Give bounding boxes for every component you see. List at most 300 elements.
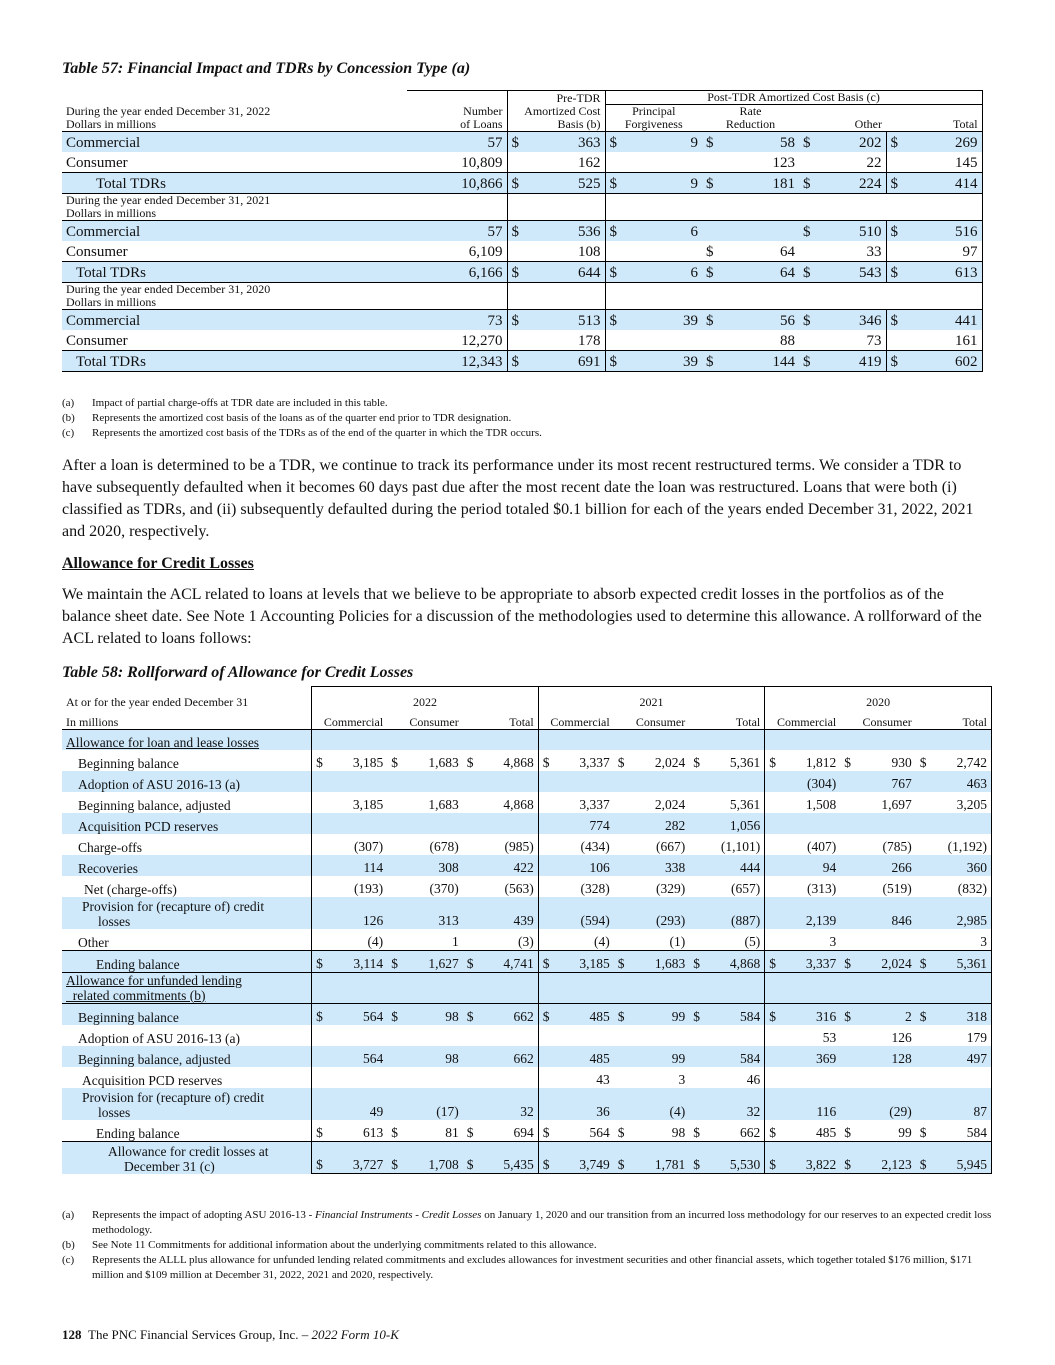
dollar-sign: $: [765, 750, 782, 771]
rate-reduction-value: 64: [780, 244, 795, 260]
row-label-text: Acquisition PCD reserves: [82, 1072, 223, 1088]
other-value: 510: [821, 221, 886, 242]
table-value: 485: [555, 1046, 614, 1067]
table-value: 1,508: [805, 796, 837, 812]
footnote-text-part: on January 1, 2020 and our transition from an incurred loss methodology for our reserves to an expected credit loss methodology.: [92, 1209, 992, 1236]
dollar-sign: [387, 792, 404, 813]
table-58: [62, 686, 992, 1174]
dollar-sign: [916, 1046, 933, 1067]
table-57: [62, 90, 983, 372]
row-label: Consumer: [66, 155, 128, 171]
table-value: 98: [404, 1003, 463, 1025]
dollar-sign: $: [689, 1141, 706, 1174]
table-value: [404, 1025, 463, 1046]
header-period: At or for the year ended December 31: [66, 694, 249, 709]
table-value: 5,945: [933, 1141, 992, 1174]
table-value: [782, 1067, 841, 1088]
footnote: [62, 411, 994, 426]
table-value: 694: [513, 1124, 534, 1140]
other-value: 543: [821, 262, 886, 283]
table-row: [62, 1025, 992, 1046]
tdr-default-paragraph: After a loan is determined to be a TDR, we continue to track its performance under its most recent restructured terms. We consider a TDR to have subsequently defaulted when it becomes 60 days past due after the most recent date the loan was restructured. Loans that were both (i) classified as TDRs, and (ii) subsequently defaulted during the period totaled $0.1 billion for each of the years ended December 31, 2022, 2021 and 2020, respectively.: [62, 457, 974, 540]
rate-reduction-value: 144: [724, 351, 799, 372]
table-value: 2: [857, 1003, 916, 1025]
table-value: (519): [882, 880, 912, 896]
footnote-marker: (b): [62, 1239, 75, 1251]
footer-company: The PNC Financial Services Group, Inc. –: [88, 1327, 312, 1342]
dollar-sign: [463, 929, 480, 951]
number-of-loans: 12,270: [461, 333, 503, 349]
table-value: 338: [631, 855, 690, 876]
header-column: Consumer: [409, 714, 459, 729]
row-label-text: December 31 (c): [124, 1158, 215, 1174]
table-value: 2,985: [933, 897, 992, 929]
dollar-sign: [312, 855, 329, 876]
table-value: 2,123: [857, 1141, 916, 1174]
table-value: [328, 1067, 387, 1088]
table-row: [62, 929, 992, 951]
dollar-sign: [702, 152, 724, 173]
header-number-of-loans: [407, 105, 507, 132]
table-value: [479, 813, 538, 834]
table-row: [62, 876, 992, 897]
footnote-text-part: Represents the impact of adopting ASU 2016-13 -: [92, 1209, 316, 1221]
dollar-sign: [916, 855, 933, 876]
dollar-sign: [765, 855, 782, 876]
header-period-text: During the year ended December 31, 2022: [66, 104, 271, 118]
dollar-sign: [916, 1088, 933, 1120]
table-value: 128: [857, 1046, 916, 1067]
dollar-sign: $: [507, 173, 529, 194]
table-row: [62, 330, 982, 351]
dollar-sign: [702, 330, 724, 351]
page-footer: [62, 1327, 399, 1343]
table-value: 3,749: [555, 1141, 614, 1174]
blank: [407, 283, 507, 310]
dollar-sign: [538, 1088, 555, 1120]
row-label-text: Beginning balance, adjusted: [78, 1051, 231, 1067]
table-value: (667): [656, 838, 686, 854]
header-unit-text: Dollars in millions: [66, 117, 156, 131]
row-label: [62, 1025, 312, 1046]
table-value: (1,101): [720, 838, 761, 854]
dollar-sign: $: [617, 1124, 625, 1140]
section-unit: Dollars in millions: [66, 295, 156, 309]
header-row: [62, 91, 982, 105]
dollar-sign: $: [706, 244, 714, 260]
dollar-sign: [605, 330, 627, 351]
table-value: 4,868: [706, 950, 765, 972]
table-value: 5,435: [479, 1141, 538, 1174]
row-label-text: Net (charge-offs): [84, 881, 177, 897]
dollar-sign: [840, 792, 857, 813]
table-value: 43: [596, 1071, 610, 1087]
footnote-text-italic: Financial Instruments - Credit Losses: [315, 1209, 482, 1221]
table-value: (832): [933, 876, 992, 897]
dollar-sign: [916, 813, 933, 834]
dollar-sign: $: [840, 950, 857, 972]
dollar-sign: $: [916, 1141, 933, 1174]
table-value: 1,683: [631, 950, 690, 972]
header-column: Consumer: [862, 714, 912, 729]
table-value: (1): [669, 933, 686, 949]
table-value: [631, 771, 690, 792]
table-value: (370): [429, 880, 459, 896]
section-label: [62, 972, 312, 1003]
table-value: 1,781: [631, 1141, 690, 1174]
number-of-loans: 12,343: [407, 351, 507, 372]
total-value: 602: [908, 351, 982, 372]
dollar-sign: [463, 834, 480, 855]
rate-reduction-value: 56: [724, 310, 799, 331]
rate-reduction-value: 123: [772, 155, 795, 171]
other-value: 33: [866, 244, 882, 260]
blank: [605, 283, 982, 310]
dollar-sign: $: [538, 1120, 555, 1142]
dollar-sign: $: [689, 1003, 706, 1025]
table-value: (985): [504, 838, 534, 854]
dollar-sign: [765, 929, 782, 951]
number-of-loans: 57: [407, 221, 507, 242]
row-label: [62, 1141, 312, 1174]
table-value: (304): [782, 771, 841, 792]
dollar-sign: [916, 834, 933, 855]
table-value: 4,868: [503, 796, 534, 812]
table-row: [62, 1003, 992, 1025]
pre-tdr-value: 108: [578, 244, 601, 260]
row-label-text: Recoveries: [78, 860, 138, 876]
dollar-sign: [614, 929, 631, 951]
page-number: 128: [62, 1327, 82, 1342]
table-value: 36: [555, 1088, 614, 1120]
total-value: 269: [908, 132, 982, 153]
table-value: 81: [445, 1124, 459, 1140]
table-value: 485: [816, 1124, 837, 1140]
table-value: 3,727: [328, 1141, 387, 1174]
rate-reduction-value: [724, 221, 799, 242]
section-label-row: [62, 194, 982, 221]
row-label-text: Other: [78, 934, 109, 950]
table-value: 774: [555, 813, 614, 834]
dollar-sign: $: [391, 754, 398, 770]
dollar-sign: $: [886, 221, 908, 242]
footnote-marker: (a): [62, 397, 75, 409]
table-value: 114: [328, 855, 387, 876]
principal-forgiveness-value: 9: [627, 173, 702, 194]
dollar-sign: [387, 929, 404, 951]
dollar-sign: $: [614, 1003, 631, 1025]
table-value: 53: [822, 1029, 837, 1045]
dollar-sign: $: [886, 351, 908, 372]
dollar-sign: [605, 241, 627, 262]
row-label-text: Provision for (recapture of) credit: [82, 1089, 265, 1105]
dollar-sign: [916, 876, 933, 897]
dollar-sign: $: [702, 310, 724, 331]
dollar-sign: $: [463, 950, 480, 972]
header-number-text: Number: [463, 104, 503, 118]
table-value: 4,741: [479, 950, 538, 972]
dollar-sign: [840, 1088, 857, 1120]
header-year: 2020: [765, 687, 992, 709]
table-value: 49: [328, 1088, 387, 1120]
dollar-sign: $: [765, 950, 782, 972]
section-label-text: related commitments (b): [66, 987, 206, 1003]
table-row: [62, 241, 982, 262]
dollar-sign: [840, 897, 857, 929]
row-label-text: Adoption of ASU 2016-13 (a): [78, 776, 240, 792]
dollar-sign: [689, 1046, 706, 1067]
dollar-sign: [689, 876, 706, 897]
dollar-sign: $: [689, 950, 706, 972]
total-value: 97: [908, 241, 982, 262]
table-row: [62, 1088, 992, 1120]
dollar-sign: [614, 792, 631, 813]
dollar-sign: [916, 897, 933, 929]
dollar-sign: [387, 1067, 404, 1088]
pre-tdr-value: 525: [529, 173, 605, 194]
dollar-sign: [387, 1088, 404, 1120]
header-text: Reduction: [725, 117, 776, 131]
dollar-sign: [799, 241, 821, 262]
dollar-sign: [507, 152, 529, 173]
header-text: Forgiveness: [624, 117, 683, 131]
table-value: 662: [740, 1124, 761, 1140]
table-value: (4): [631, 1088, 690, 1120]
row-label: [62, 876, 312, 897]
dollar-sign: [765, 1088, 782, 1120]
row-label-text: Ending balance: [96, 1125, 180, 1141]
blank: [765, 729, 992, 750]
dollar-sign: $: [844, 1124, 852, 1140]
dollar-sign: $: [693, 754, 700, 770]
section-label-text: Allowance for unfunded lending: [66, 972, 242, 988]
table-value: 662: [479, 1046, 538, 1067]
footnote-text: Represents the ALLL plus allowance for unfunded lending related commitments and excludes allowances for investment securities and other financial assets, which together totaled $176 million, $171 million and $109 million at December 31, 2022, 2021 and 2020, respectively.: [92, 1254, 973, 1281]
table-value: 126: [891, 1029, 912, 1045]
row-label: [62, 1120, 312, 1142]
dollar-sign: $: [840, 1141, 857, 1174]
table-value: (1,192): [933, 834, 992, 855]
header-blank: [407, 91, 507, 105]
dollar-sign: $: [387, 950, 404, 972]
dollar-sign: $: [617, 754, 625, 770]
table-value: (17): [404, 1088, 463, 1120]
dollar-sign: $: [919, 754, 927, 770]
footnote-marker: (a): [62, 1209, 75, 1221]
pre-tdr-value: 162: [578, 155, 601, 171]
dollar-sign: [614, 1025, 631, 1046]
table-row: [62, 834, 992, 855]
row-label: [62, 929, 312, 951]
table-row: [62, 1046, 992, 1067]
table-value: 98: [404, 1046, 463, 1067]
table-value: (887): [706, 897, 765, 929]
table-value: (4): [593, 933, 610, 949]
table-value: 422: [479, 855, 538, 876]
table-value: [479, 1067, 538, 1088]
dollar-sign: $: [799, 132, 821, 153]
dollar-sign: [463, 876, 480, 897]
dollar-sign: $: [605, 310, 627, 331]
principal-forgiveness-value: 9: [627, 132, 702, 153]
table-row: [62, 1067, 992, 1088]
dollar-sign: $: [507, 310, 529, 331]
table-value: 308: [404, 855, 463, 876]
header-pre-tdr-basis: [507, 105, 605, 132]
table-value: 3: [678, 1071, 686, 1087]
row-label: [62, 1088, 312, 1120]
dollar-sign: [538, 813, 555, 834]
dollar-sign: [765, 876, 782, 897]
table-value: (563): [504, 880, 534, 896]
dollar-sign: [840, 876, 857, 897]
dollar-sign: $: [605, 173, 627, 194]
row-label-text: Beginning balance, adjusted: [78, 797, 231, 813]
dollar-sign: [886, 241, 908, 262]
table-value: 564: [328, 1046, 387, 1067]
dollar-sign: [614, 834, 631, 855]
dollar-sign: $: [605, 221, 627, 242]
ending-balance-row: [62, 1120, 992, 1142]
other-value: 202: [821, 132, 886, 153]
row-label: Commercial: [62, 221, 407, 242]
dollar-sign: $: [844, 754, 852, 770]
dollar-sign: [689, 897, 706, 929]
table-value: 360: [933, 855, 992, 876]
footnote: [62, 1238, 994, 1253]
dollar-sign: $: [312, 750, 329, 771]
header-text: Basis (b): [557, 117, 601, 131]
table-value: 3,185: [352, 796, 384, 812]
table-value: 3: [829, 933, 837, 949]
table-value: 99: [631, 1046, 690, 1067]
dollar-sign: [702, 221, 724, 242]
table-value: (193): [353, 880, 384, 896]
dollar-sign: [387, 855, 404, 876]
table-value: (328): [580, 880, 610, 896]
table-value: 87: [933, 1088, 992, 1120]
table-value: 3,337: [579, 754, 610, 770]
table-value: 3: [933, 929, 992, 951]
table-row: [62, 310, 982, 331]
rate-reduction-value: 88: [780, 333, 795, 349]
dollar-sign: $: [605, 132, 627, 153]
blank: [407, 194, 507, 221]
dollar-sign: [507, 241, 529, 262]
footnote: [62, 426, 994, 441]
principal-forgiveness-value: 6: [627, 221, 702, 242]
rate-reduction-value: 58: [724, 132, 799, 153]
blank: [765, 972, 992, 1003]
other-value: 419: [821, 351, 886, 372]
dollar-sign: [463, 1025, 480, 1046]
table-value: [479, 771, 538, 792]
table-value: 463: [933, 771, 992, 792]
table-row: [62, 132, 982, 153]
table-value: 444: [706, 855, 765, 876]
dollar-sign: [387, 897, 404, 929]
row-label-text: losses: [98, 1104, 131, 1120]
dollar-sign: [463, 1067, 480, 1088]
table-value: [328, 1025, 387, 1046]
table-value: 106: [555, 855, 614, 876]
dollar-sign: [538, 771, 555, 792]
table-value: 930: [891, 754, 912, 770]
table-value: 1,708: [404, 1141, 463, 1174]
dollar-sign: $: [463, 1003, 480, 1025]
dollar-sign: $: [799, 221, 821, 242]
table-row: [62, 855, 992, 876]
table-value: 1,697: [881, 796, 912, 812]
dollar-sign: [614, 771, 631, 792]
other-value: 224: [821, 173, 886, 194]
dollar-sign: [463, 855, 480, 876]
dollar-sign: [765, 1025, 782, 1046]
table-value: 369: [782, 1046, 841, 1067]
principal-forgiveness-value: 6: [627, 262, 702, 283]
dollar-sign: [916, 792, 933, 813]
dollar-sign: [312, 792, 329, 813]
header-year: 2022: [312, 687, 539, 709]
footnote: [62, 1208, 994, 1238]
table-row: [62, 792, 992, 813]
section-label-row: [62, 729, 992, 750]
dollar-sign: [765, 792, 782, 813]
dollar-sign: [387, 876, 404, 897]
dollar-sign: [916, 1025, 933, 1046]
dollar-sign: $: [391, 1124, 398, 1140]
table-value: 846: [857, 897, 916, 929]
blank: [312, 729, 539, 750]
dollar-sign: $: [605, 351, 627, 372]
dollar-sign: [765, 1046, 782, 1067]
dollar-sign: $: [919, 1124, 927, 1140]
table-value: 99: [898, 1124, 912, 1140]
table-value: [933, 1067, 992, 1088]
blank: [312, 972, 539, 1003]
section-heading: Allowance for Credit Losses: [62, 555, 254, 572]
dollar-sign: [312, 1067, 329, 1088]
dollar-sign: $: [538, 950, 555, 972]
dollar-sign: [312, 771, 329, 792]
dollar-sign: $: [507, 132, 529, 153]
rate-reduction-value: 181: [724, 173, 799, 194]
header-row: [62, 105, 982, 132]
dollar-sign: [614, 897, 631, 929]
dollar-sign: $: [312, 1141, 329, 1174]
table-value: 99: [631, 1003, 690, 1025]
table-value: 439: [479, 897, 538, 929]
table-value: (434): [580, 838, 610, 854]
table-value: (307): [353, 838, 384, 854]
dollar-sign: [689, 1025, 706, 1046]
dollar-sign: [765, 897, 782, 929]
row-label-text: Beginning balance: [78, 755, 179, 771]
header-column: Consumer: [635, 714, 686, 729]
dollar-sign: [689, 929, 706, 951]
table-value: 94: [782, 855, 841, 876]
dollar-sign: [765, 813, 782, 834]
number-of-loans: 6,109: [468, 244, 503, 260]
table-value: (293): [631, 897, 690, 929]
dollar-sign: [538, 1025, 555, 1046]
table-row: [62, 152, 982, 173]
table-value: 5,530: [706, 1141, 765, 1174]
dollar-sign: $: [702, 132, 724, 153]
pre-tdr-value: 363: [529, 132, 605, 153]
table-value: 1,056: [706, 813, 765, 834]
pre-tdr-value: 513: [529, 310, 605, 331]
